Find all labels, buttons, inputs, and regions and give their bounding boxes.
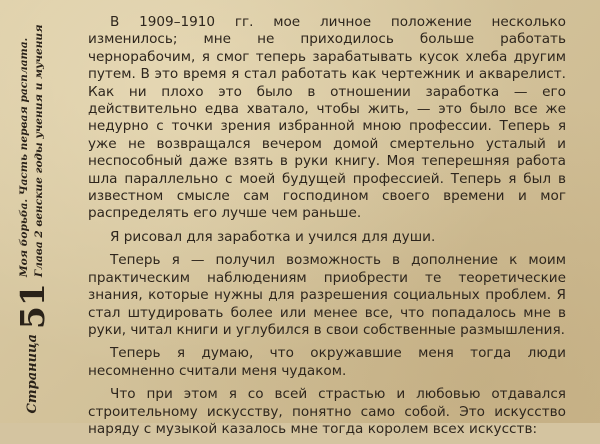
paragraph-3: Теперь я — получил возможность в дополнение к моим практическим наблюдениям приобрести те теоретические знания, которые нужны для разрешения социальных проблем. Я стал штудировать более или менее все, что попадалось мне в руки, читал книги и углубился в свои собственные размышления.: [88, 252, 566, 338]
chapter-info: [17, 24, 47, 277]
chapter-title: Глава 2 венские годы учения и мучения: [33, 24, 45, 278]
paragraph-4: Теперь я думаю, что окружавшие меня тогда люди несомненно считали меня чудаком.: [88, 345, 566, 379]
margin-header-rotated: [6, 9, 58, 414]
page-text: [88, 14, 566, 444]
book-part-title: Моя борьба. Часть первая расплата.: [18, 37, 30, 278]
paragraph-1: В 1909–1910 гг. мое личное положение несколько изменилось; мне не приходилось больше работать чернорабочим, я смог теперь зарабатывать кусок хлеба другим путем. В это время я стал работать как чертежник и акварелист. Как ни плохо это было в отношении заработка — его действительно едва хватало, чтобы жить, — это было все же недурно с точки зрения избранной мною профессии. Теперь я уже не возвращался вечером домой смертельно усталый и неспособный даже взять в руки книгу. Моя теперешняя работа шла параллельно с моей будущей профессией. Теперь я был в известном смысле сам господином своего времени и мог распределять его лучше чем раньше.: [88, 14, 566, 222]
page-label: Страница: [24, 334, 40, 414]
paragraph-5: Что при этом я со всей страстью и любовью отдавался строительному искусству, понятно само собой. Это искусство наряду с музыкой казалось мне тогда королем всех искусств:: [88, 386, 566, 437]
page-number: 51: [12, 283, 52, 330]
paragraph-2: Я рисовал для заработка и учился для души.: [110, 228, 436, 245]
margin-header: [0, 0, 64, 423]
